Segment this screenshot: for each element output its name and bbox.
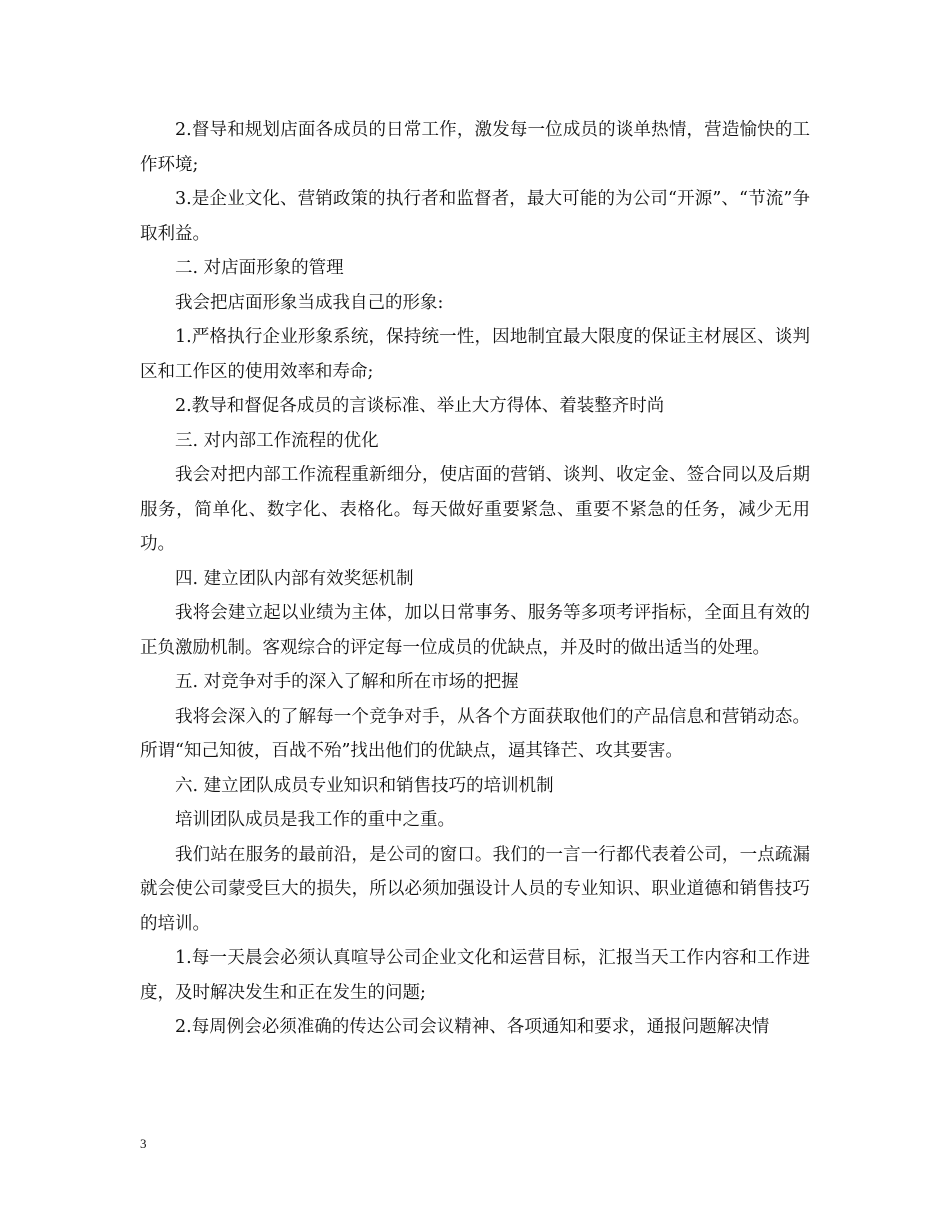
paragraph: 我将会深入的了解每一个竞争对手，从各个方面获取他们的产品信息和营销动态。所谓“知己知彼，百战不殆”找出他们的优缺点，逼其锋芒、攻其要害。: [140, 706, 810, 761]
section-heading-2: 二. 对店面形象的管理: [175, 258, 344, 278]
section-heading-3: 三. 对内部工作流程的优化: [175, 430, 379, 451]
paragraph: 我会对把内部工作流程重新细分，使店面的营销、谈判、收定金、签合同以及后期服务，简单化、数字化、表格化。每天做好重要紧急、重要不紧急的任务，减少无用功。: [140, 465, 810, 554]
document-body: [140, 113, 810, 1045]
paragraph-image-2: 2.教导和督促各成员的言谈标准、举止大方得体、着装整齐时尚: [175, 396, 665, 416]
section-heading-6: 六. 建立团队成员专业知识和销售技巧的培训机制: [175, 775, 554, 796]
paragraph: 培训团队成员是我工作的重中之重。: [175, 810, 455, 830]
section-heading-4: 四. 建立团队内部有效奖惩机制: [175, 568, 414, 589]
paragraph-duty-2: 2.督导和规划店面各成员的日常工作，激发每一位成员的谈单热情，营造愉快的工作环境;: [140, 120, 810, 175]
paragraph: 我们站在服务的最前沿，是公司的窗口。我们的一言一行都代表着公司，一点疏漏就会使公司蒙受巨大的损失，所以必须加强设计人员的专业知识、职业道德和销售技巧的培训。: [140, 844, 810, 934]
paragraph: 我会把店面形象当成我自己的形象:: [175, 292, 444, 313]
paragraph-training-1: 1.每一天晨会必须认真喧导公司企业文化和运营目标，汇报当天工作内容和工作进度，及时解决发生和正在发生的问题;: [140, 948, 810, 1003]
paragraph-image-1: 1.严格执行企业形象系统，保持统一性，因地制宜最大限度的保证主材展区、谈判区和工作区的使用效率和寿命;: [140, 327, 810, 382]
page-number: 3: [140, 1136, 147, 1151]
paragraph-duty-3: 3.是企业文化、营销政策的执行者和监督者，最大可能的为公司“开源”、“节流”争取利益。: [140, 189, 810, 244]
section-heading-5: 五. 对竞争对手的深入了解和所在市场的把握: [175, 672, 519, 692]
paragraph-training-2: 2.每周例会必须准确的传达公司会议精神、各项通知和要求，通报问题解决情: [175, 1017, 770, 1037]
paragraph: 我将会建立起以业绩为主体，加以日常事务、服务等多项考评指标，全面且有效的正负激励机制。客观综合的评定每一位成员的优缺点，并及时的做出适当的处理。: [140, 603, 810, 658]
